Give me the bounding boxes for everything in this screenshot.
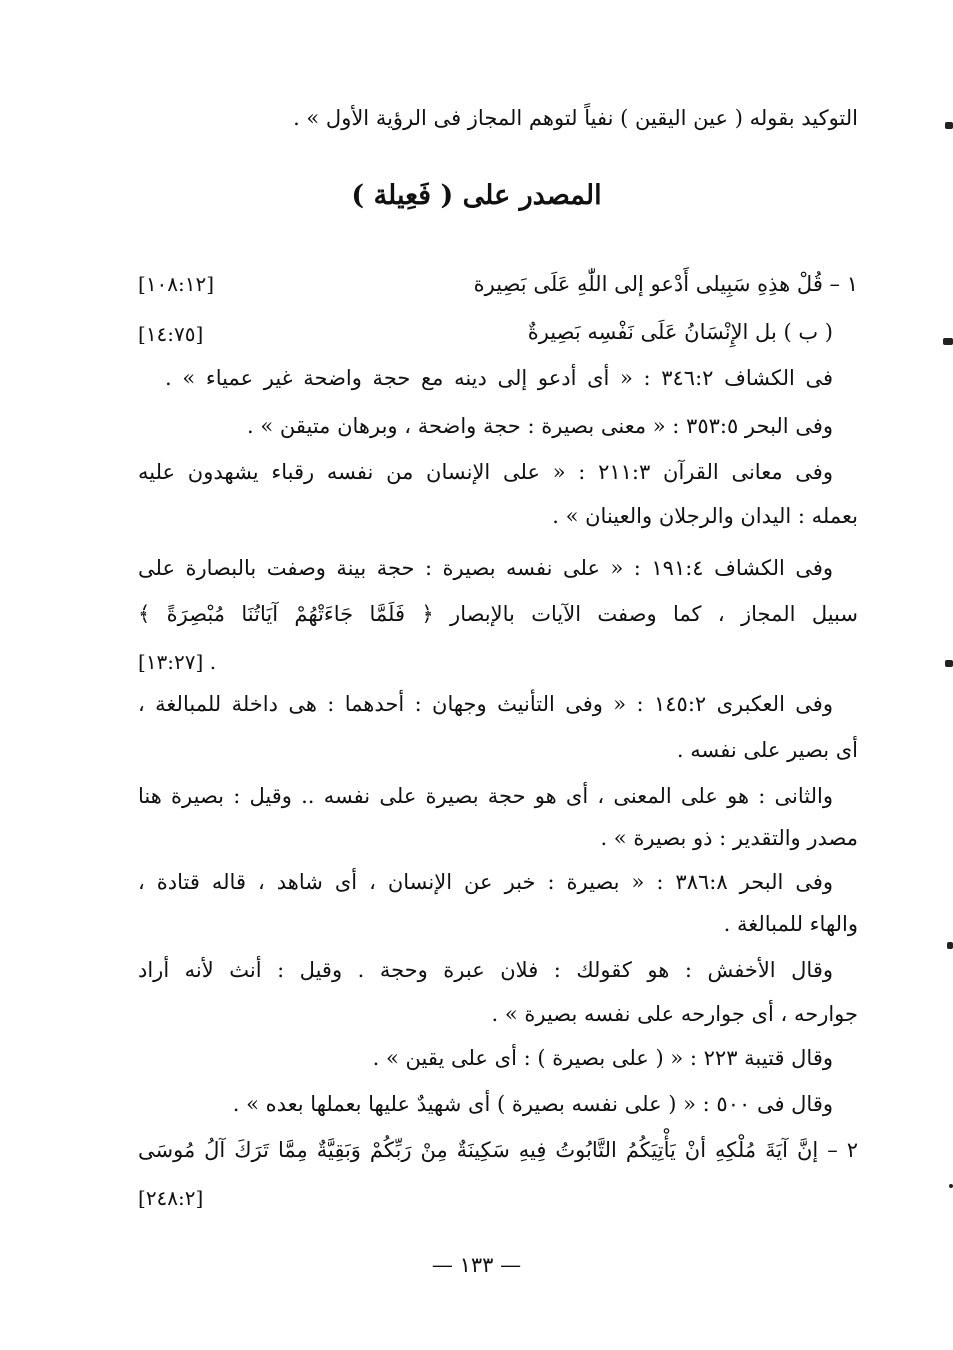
margin-mark bbox=[943, 338, 953, 345]
margin-mark bbox=[945, 660, 953, 667]
quran-verse-1b: ( ب ) بل الإِنْسَانُ عَلَى نَفْسِه بَصِيرةٌ bbox=[527, 320, 833, 344]
verse-reference-4: [٢٤٨:٢] bbox=[138, 1186, 204, 1210]
text-line-4: وفى معانى القرآن ٢١١:٣ : « على الإنسان من نفسه رقباء يشهدون عليه bbox=[138, 460, 833, 484]
text-line-12: وفى البحر ٣٨٦:٨ : « بصيرة : خبر عن الإنسان ، أى شاهد ، قاله قتادة ، bbox=[138, 870, 834, 894]
margin-mark bbox=[949, 1184, 953, 1188]
section-title: المصدر على ( فَعِيلة ) bbox=[351, 180, 602, 211]
text-line-1: التوكيد بقوله ( عين اليقين ) نفياً لتوهم المجاز فى الرؤية الأول » . bbox=[293, 106, 858, 130]
text-line-13: والهاء للمبالغة . bbox=[723, 912, 858, 936]
text-line-17: وقال فى ٥٠٠ : « ( على نفسه بصيرة ) أى شهيدٌ عليها بعملها بعده » . bbox=[232, 1092, 833, 1116]
text-line-8: وفى العكبرى ١٤٥:٢ : « وفى التأنيث وجهان : أحدهما : هى داخلة للمبالغة ، bbox=[138, 692, 833, 716]
text-line-2: فى الكشاف ٣٤٦:٢ : « أى أدعو إلى دينه مع حجة واضحة غير عمياء » . bbox=[165, 366, 834, 390]
text-line-11: مصدر والتقدير : ذو بصيرة » . bbox=[600, 826, 858, 850]
text-line-10: والثانى : هو على المعنى ، أى هو حجة بصيرة على نفسه .. وقيل : بصيرة هنا bbox=[138, 784, 833, 808]
text-line-15: جوارحه ، أى جوارحه على نفسه بصيرة » . bbox=[491, 1002, 858, 1026]
quran-verse-2: ٢ – إنَّ آيَةَ مُلْكِهِ أنْ يَأْتِيَكُمُ التَّابُوتُ فِيهِ سَكِينَةٌ مِنْ رَبِّكُمْ وَبَقِيَّةٌ مِمَّا تَرَكَ آلُ مُوسَى bbox=[138, 1138, 858, 1162]
page-number: — ١٣٣ — bbox=[431, 1253, 522, 1277]
verse-reference-2: [١٤:٧٥] bbox=[138, 322, 204, 346]
quran-verse-1: ١ – قُلْ هذِهِ سَبِيلى أَدْعو إلى اللّٰهِ عَلَى بَصِيرة bbox=[473, 272, 858, 296]
text-line-14: وقال الأخفش : هو كقولك : فلان عبرة وحجة . وقيل : أنث لأنه أراد bbox=[138, 958, 833, 982]
text-line-9: أى بصير على نفسه . bbox=[676, 738, 858, 762]
margin-mark bbox=[947, 942, 953, 949]
text-line-5: بعمله : اليدان والرجلان والعينان » . bbox=[552, 504, 858, 528]
text-line-3: وفى البحر ٣٥٣:٥ : « معنى بصيرة : حجة واضحة ، وبرهان متيقن » . bbox=[247, 414, 833, 438]
text-line-6: وفى الكشاف ١٩١:٤ : « على نفسه بصيرة : حجة بينة وصفت بالبصارة على bbox=[138, 556, 833, 580]
margin-mark bbox=[945, 122, 953, 129]
text-line-16: وقال قتيبة ٢٢٣ : « ( على بصيرة ) : أى على يقين » . bbox=[372, 1046, 833, 1070]
verse-reference-1: [١٠٨:١٢] bbox=[138, 272, 215, 296]
verse-reference-3: . [١٣:٢٧] bbox=[138, 650, 217, 674]
text-line-7: سبيل المجاز ، كما وصفت الآيات بالإبصار ﴿ فَلَمَّا جَاءَتْهُمْ آيَاتُنَا مُبْصِرَةً ﴾ bbox=[138, 602, 858, 626]
